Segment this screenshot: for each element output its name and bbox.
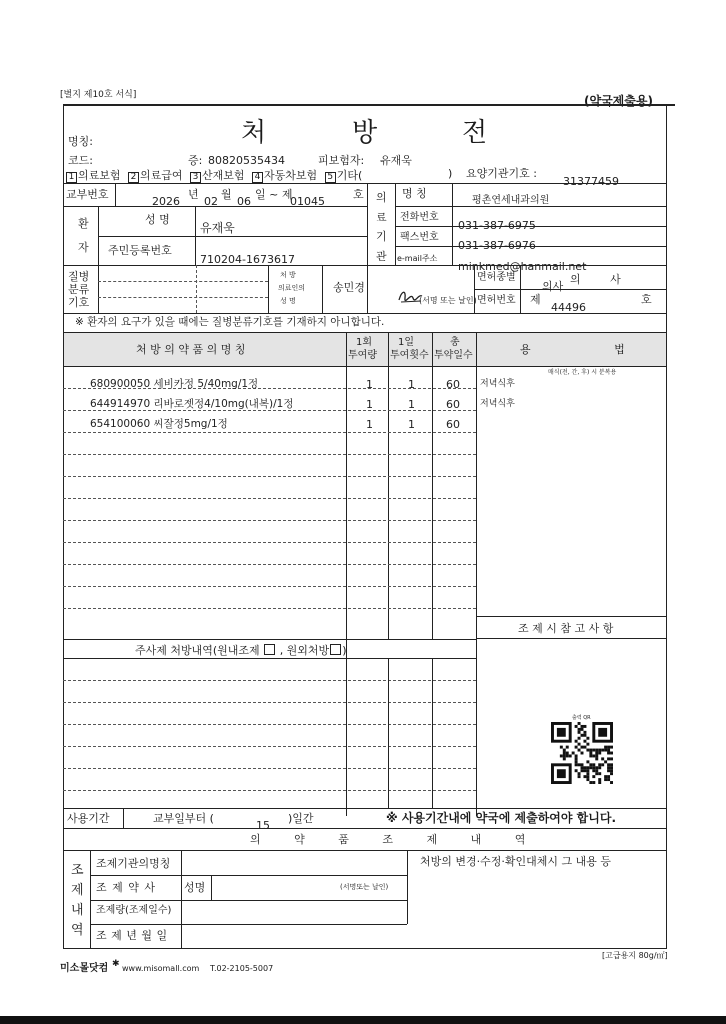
cert-label: 증: <box>188 154 203 167</box>
period-notice: ※ 사용기간내에 약국에 제출하여야 합니다. <box>386 811 617 825</box>
injection-row-line-4 <box>63 746 476 747</box>
issue-label: 교부번호 <box>66 188 109 201</box>
clinic-fax-label: 팩스번호 <box>400 232 439 243</box>
injection-close: ) <box>342 644 347 657</box>
injection-col-3 <box>432 658 433 808</box>
med-col-1 <box>346 333 347 816</box>
patient-section-2: 자 <box>78 241 89 254</box>
patient-name: 유재욱 <box>200 221 235 235</box>
header-bottom-rule <box>63 183 667 184</box>
doctor-label-1: 처 방 <box>280 271 296 279</box>
insurance-type-row <box>66 167 362 183</box>
license-number-label: 면허번호 <box>477 295 516 306</box>
insured-name: 유재욱 <box>380 154 412 167</box>
issue-number: 01045 <box>290 195 325 208</box>
clinic-phone-label: 전화번호 <box>400 212 439 223</box>
insurance-2-box[interactable]: 2 <box>128 172 139 183</box>
bottom-edge-band <box>0 1016 726 1024</box>
med-freq: 1 <box>408 418 415 431</box>
med-header-bottom-rule <box>63 366 667 367</box>
period-label: 사용기간 <box>67 812 110 825</box>
med-days: 60 <box>446 398 460 411</box>
clinic-section-4: 관 <box>376 250 387 263</box>
block-center-divider <box>367 183 368 313</box>
issue-label-divider <box>115 183 116 206</box>
qr-label: 출력 QR <box>572 715 591 721</box>
med-header-name: 처 방 의 약 품 의 명 칭 <box>136 343 246 356</box>
license-mid-rule <box>474 289 667 290</box>
dispense-side-2: 제 <box>71 883 84 898</box>
dispense-side-1: 조 <box>71 863 84 878</box>
med-row-line-9 <box>63 564 476 565</box>
clinic-rule-2 <box>395 226 667 227</box>
form-reference: [별지 제10호 서식] <box>60 90 137 100</box>
dispense-quantity-label: 조제량(조제일수) <box>96 905 172 916</box>
license-type: 의사 <box>542 280 564 293</box>
insurance-5-box[interactable]: 5 <box>325 172 336 183</box>
clinic-section-1: 의 <box>376 191 387 204</box>
issue-day: 06 <box>237 195 251 208</box>
insurance-2-label: 의료급여 <box>140 169 183 182</box>
issue-day-unit: 일 ~ 제 <box>255 188 293 201</box>
patient-name-label: 성 명 <box>145 213 170 226</box>
dispense-date-label: 조 제 년 월 일 <box>96 929 168 942</box>
issue-year-unit: 년 <box>188 188 199 201</box>
dispense-pharmacist-name-label: 성명 <box>184 881 206 894</box>
patient-block-bottom-rule <box>63 265 667 266</box>
copy-type: (약국제출용) <box>584 94 653 108</box>
insurance-4-label: 자동차보험 <box>264 169 318 182</box>
insurance-1-label: 의료보험 <box>78 169 121 182</box>
injection-separator: , 원외처방 <box>279 644 330 657</box>
med-usage: 저녁식후 <box>480 379 515 389</box>
qr-code-icon <box>551 722 613 784</box>
injection-row-line-5 <box>63 768 476 769</box>
dispense-pharmacist-sign: (서명또는 날인) <box>340 883 389 891</box>
clinic-section-divider <box>395 183 396 265</box>
license-type-print: 의 사 <box>570 273 621 286</box>
doctor-name: 송민경 <box>333 281 365 294</box>
med-header-freq-2: 투여횟수 <box>390 350 429 361</box>
patient-rrn-label: 주민등록번호 <box>108 244 172 257</box>
clinic-section-3: 기 <box>376 230 387 243</box>
period-bottom-rule <box>63 828 667 829</box>
disease-cell-divider <box>196 265 197 313</box>
patient-mid-rule <box>98 236 367 237</box>
injection-row-line-3 <box>63 724 476 725</box>
dispense-label-divider <box>181 850 182 948</box>
title-char-2: 방 <box>352 118 378 148</box>
doctor-label-left-divider <box>268 265 269 313</box>
period-label-divider <box>123 808 124 828</box>
license-prefix: 제 <box>530 293 541 306</box>
footer-tel: T.02-2105-5007 <box>210 964 274 973</box>
period-prefix: 교부일부터 ( <box>153 812 214 825</box>
med-freq: 1 <box>408 398 415 411</box>
med-days: 60 <box>446 378 460 391</box>
frame-right <box>666 104 667 948</box>
institution-code-label: 요양기관기호 : <box>466 167 537 180</box>
period-days: 15 <box>256 819 270 832</box>
dispense-title: 의 약 품 조 제 내 역 <box>250 833 526 846</box>
med-col-2 <box>388 333 389 639</box>
license-number: 44496 <box>551 301 586 314</box>
title-char-3: 전 <box>462 118 488 148</box>
med-name: 680900050 세비카정 5/40mg/1정 <box>90 378 259 390</box>
dispense-pharmacist-label: 조 제 약 사 <box>96 881 155 894</box>
med-header-freq-1: 1일 <box>398 337 415 348</box>
dispense-center-divider <box>407 850 408 924</box>
frame-left <box>63 104 64 948</box>
patient-rrn: 710204-1673617 <box>200 253 295 266</box>
injection-row-line-2 <box>63 702 476 703</box>
doctor-label-right-divider <box>322 265 323 313</box>
issue-month-unit: 월 <box>221 188 232 201</box>
clinic-name: 평촌연세내과의원 <box>472 195 550 206</box>
disease-label-3: 기호 <box>68 296 90 309</box>
dispense-pharmacist-sub-divider <box>211 875 212 900</box>
cert-number: 80820535434 <box>208 154 285 167</box>
clinic-email-label: e-mail주소 <box>397 254 438 263</box>
insurance-4-box[interactable]: 4 <box>252 172 263 183</box>
title-char-1: 처 <box>241 118 267 148</box>
med-dose: 1 <box>366 378 373 391</box>
patient-section-1: 환 <box>78 217 89 230</box>
insurance-close: ) <box>448 167 453 180</box>
institution-code: 31377459 <box>563 175 619 188</box>
clinic-fax: 031-387-6976 <box>458 239 536 252</box>
injection-label: 주사제 처방내역(원내조제 <box>135 644 260 657</box>
dispense-side-3: 내 <box>71 903 84 918</box>
insurance-3-box[interactable]: 3 <box>190 172 201 183</box>
disease-dash-1 <box>98 281 268 282</box>
med-freq: 1 <box>408 378 415 391</box>
med-row-line-7 <box>63 520 476 521</box>
clinic-rule-1 <box>395 206 667 207</box>
disease-label-1: 질병 <box>68 270 90 283</box>
prep-reference-bottom-rule <box>476 638 667 639</box>
doctor-label-3: 성 명 <box>280 297 296 305</box>
med-row-line-10 <box>63 586 476 587</box>
injection-in-house-checkbox[interactable] <box>264 644 275 655</box>
footer-brand: 미소몰닷컴 <box>60 963 109 974</box>
dispense-row-rule-3 <box>90 924 407 925</box>
disease-notice: ※ 환자의 요구가 있을 때에는 질병분류기호를 기재하지 아니합니다. <box>75 316 385 328</box>
prep-reference-top-rule <box>476 616 667 617</box>
insurance-3-label: 산재보험 <box>202 169 245 182</box>
injection-row-line-1 <box>63 680 476 681</box>
med-row-line-3 <box>63 432 476 433</box>
dispense-side-4: 역 <box>71 923 84 938</box>
med-header-dose-1: 1회 <box>356 337 373 348</box>
doctor-sign-note: (서명 또는 날인) <box>419 296 477 305</box>
clinic-rule-3 <box>395 246 667 247</box>
dispense-row-rule-1 <box>90 875 407 876</box>
insurance-5-label: 기타( <box>336 169 363 182</box>
med-row-line-5 <box>63 476 476 477</box>
med-header-days-2: 투약일수 <box>434 350 473 361</box>
med-header-usage-sub: 매식(전, 간, 후) 시 분복용 <box>548 369 617 376</box>
clinic-phone: 031-387-6975 <box>458 219 536 232</box>
med-row-line-11 <box>63 608 476 609</box>
period-top-rule <box>63 808 667 809</box>
paper-note: [고급용지 80g/㎡] <box>602 951 668 960</box>
clinic-section-2: 료 <box>376 211 387 224</box>
clinic-label-divider <box>452 183 453 265</box>
med-row-line-8 <box>63 542 476 543</box>
med-usage: 저녁식후 <box>480 399 515 409</box>
dispense-row-rule-2 <box>90 900 407 901</box>
license-suffix: 호 <box>641 293 652 306</box>
med-dose: 1 <box>366 398 373 411</box>
med-header-days-1: 총 <box>450 337 460 348</box>
insurance-1-box[interactable]: 1 <box>66 172 77 183</box>
license-type-label: 면허종별 <box>477 272 516 283</box>
issue-number-unit: 호 <box>353 188 364 201</box>
med-table-bottom-rule <box>63 639 476 640</box>
med-col-4 <box>476 333 477 816</box>
dispense-institution-label: 조제기관의명칭 <box>96 857 171 870</box>
med-name: 654100060 씨잘정5mg/1정 <box>90 418 228 430</box>
disease-label-divider <box>98 265 99 313</box>
disease-label-2: 분류 <box>68 283 90 296</box>
med-header-usage: 용 법 <box>520 343 625 356</box>
med-row-line-4 <box>63 454 476 455</box>
footer-brand-mark-icon: ✱ <box>112 959 120 969</box>
clinic-email: minkmed@hanmail.net <box>458 260 587 273</box>
title-label: 명칭: <box>68 135 93 148</box>
med-row-line-6 <box>63 498 476 499</box>
med-dose: 1 <box>366 418 373 431</box>
injection-header <box>135 642 346 658</box>
doctor-label-2: 의료인의 <box>278 284 306 292</box>
injection-header-rule <box>63 658 476 659</box>
issue-year: 2026 <box>152 195 180 208</box>
dispense-side-divider <box>90 850 91 948</box>
prep-reference-label: 조 제 시 참 고 사 항 <box>518 622 614 635</box>
injection-row-line-6 <box>63 790 476 791</box>
dispense-title-rule <box>63 850 667 851</box>
med-days: 60 <box>446 418 460 431</box>
doctor-row-bottom-rule <box>63 313 667 314</box>
insured-label: 피보험자: <box>318 154 365 167</box>
med-name: 644914970 리바로젯정4/10mg(내복)/1정 <box>90 398 294 410</box>
issue-rule <box>63 206 367 207</box>
footer-site: www.misomall.com <box>122 964 200 973</box>
period-suffix: )일간 <box>288 812 314 825</box>
clinic-name-label: 명 칭 <box>402 187 427 200</box>
issue-month: 02 <box>204 195 218 208</box>
injection-col-2 <box>388 658 389 808</box>
injection-outside-checkbox[interactable] <box>330 644 341 655</box>
top-rule <box>63 104 675 106</box>
disease-dash-2 <box>98 297 268 298</box>
frame-bottom <box>63 948 667 949</box>
dispense-change-note: 처방의 변경·수정·확인대체시 그 내용 등 <box>420 855 611 868</box>
code-label: 코드: <box>68 154 93 167</box>
med-col-3 <box>432 333 433 639</box>
med-header-dose-2: 투여량 <box>348 350 377 361</box>
